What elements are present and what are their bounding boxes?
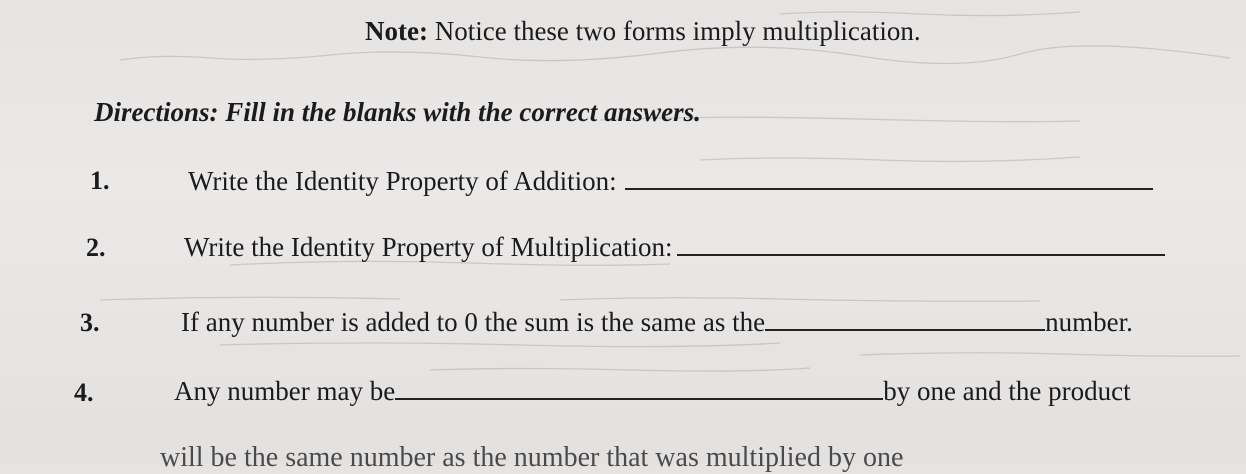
question-1 — [188, 166, 1153, 197]
question-text: Write the Identity Property of Multiplication: — [184, 232, 673, 262]
question-number: 4. — [74, 378, 94, 407]
question-text: Write the Identity Property of Addition: — [188, 166, 617, 196]
question-number: 1. — [90, 166, 110, 195]
answer-blank-4[interactable] — [395, 396, 883, 400]
directions-heading: Directions: Fill in the blanks with the correct answers. — [94, 97, 701, 127]
question-number: 2. — [86, 233, 106, 262]
question-4 — [174, 376, 1131, 407]
question-text: If any number is added to 0 the sum is the same as the — [181, 307, 766, 337]
answer-blank-3[interactable] — [765, 327, 1045, 331]
question-3 — [181, 307, 1133, 338]
answer-blank-2[interactable] — [677, 252, 1165, 256]
note-line — [365, 16, 921, 47]
question-number: 3. — [80, 308, 100, 337]
question-text-end: number. — [1045, 307, 1133, 337]
question-text: Any number may be — [174, 376, 396, 406]
cut-off-line: will be the same number as the number that was multiplied by one — [160, 442, 904, 473]
question-text-end: by one and the product — [883, 376, 1131, 406]
note-text: Notice these two forms imply multiplication. — [427, 16, 921, 46]
question-2 — [184, 232, 1165, 263]
answer-blank-1[interactable] — [625, 186, 1153, 190]
note-label: Note: — [365, 16, 428, 46]
